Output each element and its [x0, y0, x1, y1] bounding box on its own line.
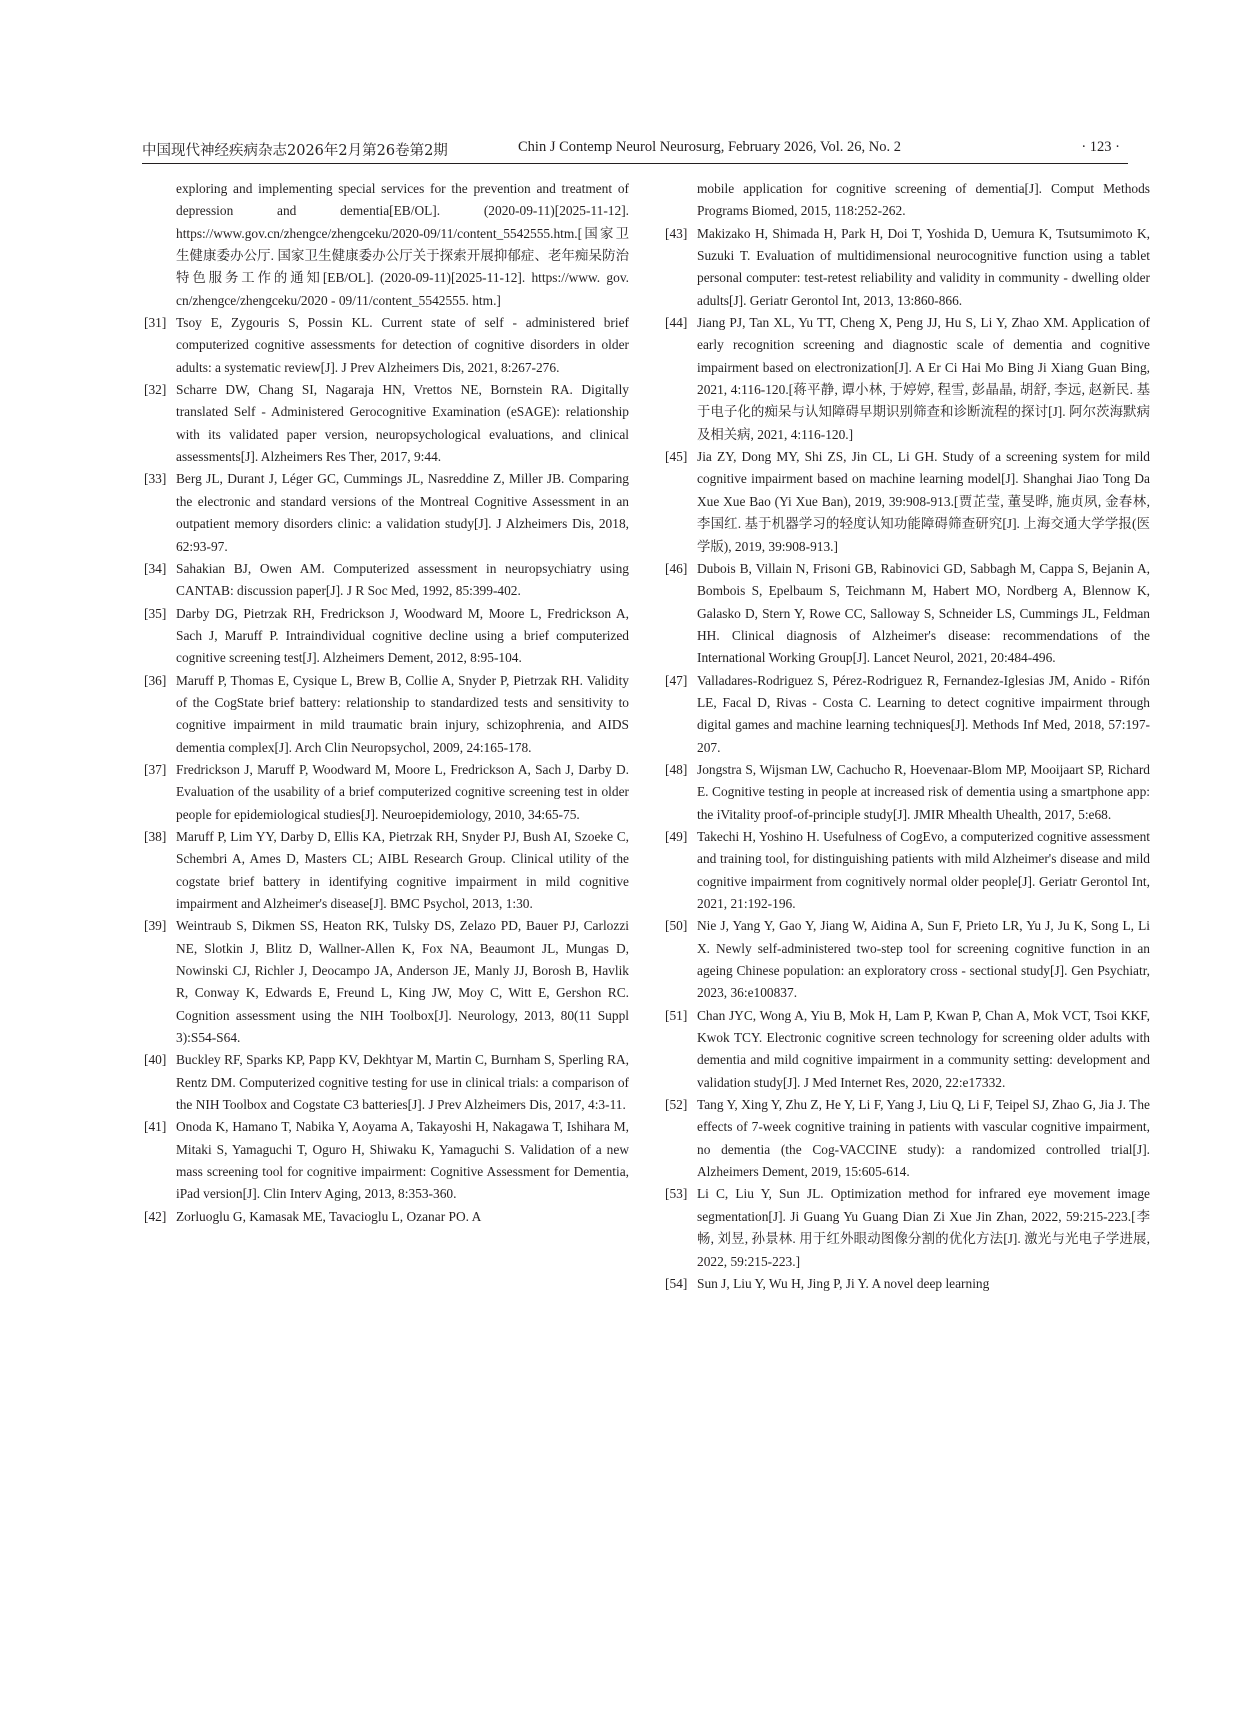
reference-entry: [144, 1206, 629, 1228]
reference-text: Valladares-Rodriguez S, Pérez-Rodriguez R, Fernandez-Iglesias JM, Anido - Rifón LE, Facal D, Rivas - Costa C. Learning to detect cognitive impairment through digital games and machine learning techniques[J]. Methods Inf Med, 2018, 57:197-207.: [697, 672, 1150, 755]
reference-number: [52]: [665, 1097, 688, 1113]
reference-entry: [665, 312, 1150, 446]
reference-text: Maruff P, Thomas E, Cysique L, Brew B, Collie A, Snyder P, Pietrzak RH. Validity of the CogState brief battery: relationship to standardized tests and sensitivity to cognitive impairment in mild traumatic brain injury, schizophrenia, and AIDS dementia complex[J]. Arch Clin Neuropsychol, 2009, 24:165-178.: [176, 672, 629, 755]
reference-number: [43]: [665, 225, 688, 241]
reference-text: Darby DG, Pietrzak RH, Fredrickson J, Woodward M, Moore L, Fredrickson A, Sach J, Maruff P. Intraindividual cognitive decline using a brief computerized cognitive screening test[J]. Alzheimers Dement, 2012, 8:95-104.: [176, 605, 629, 666]
reference-entry: [144, 558, 629, 603]
reference-number: [37]: [144, 761, 167, 777]
reference-text: Takechi H, Yoshino H. Usefulness of CogEvo, a computerized cognitive assessment and training tool, for distinguishing patients with mild Alzheimer's disease and mild cognitive impairment from cognitively normal older people[J]. Geriatr Gerontol Int, 2021, 21:192-196.: [697, 828, 1150, 911]
reference-text: Sun J, Liu Y, Wu H, Jing P, Ji Y. A novel deep learning: [697, 1275, 990, 1291]
reference-text: mobile application for cognitive screening of dementia[J]. Comput Methods Programs Biomed, 2015, 118:252-262.: [697, 181, 1150, 219]
reference-number: [48]: [665, 761, 688, 777]
reference-text: Li C, Liu Y, Sun JL. Optimization method for infrared eye movement image segmentation[J]. Ji Guang Yu Guang Dian Zi Xue Jin Zhan, 2022, 59:215-223.[李畅, 刘昱, 孙景林. 用于红外眼动图像分割的优化方法[J]. 激光与光电子学进展, 2022, 59:215-223.]: [697, 1186, 1150, 1269]
reference-text: Scharre DW, Chang SI, Nagaraja HN, Vrettos NE, Bornstein RA. Digitally translated Self - Administered Gerocognitive Examination (eSAGE): relationship with its validated paper version, neuropsychological evaluations, and clinical assessments[J]. Alzheimers Res Ther, 2017, 9:44.: [176, 382, 629, 465]
reference-text: Berg JL, Durant J, Léger GC, Cummings JL, Nasreddine Z, Miller JB. Comparing the electronic and standard versions of the Montreal Cognitive Assessment in an outpatient memory disorders clinic: a validation study[J]. J Alzheimers Dis, 2018, 62:93-97.: [176, 471, 629, 554]
reference-entry: [144, 468, 629, 557]
reference-number: [31]: [144, 315, 167, 331]
reference-number: [46]: [665, 560, 688, 576]
right-column: [665, 178, 1150, 1295]
reference-entry: [144, 670, 629, 759]
reference-entry: [144, 603, 629, 670]
reference-entry: [665, 826, 1150, 915]
reference-text: Weintraub S, Dikmen SS, Heaton RK, Tulsky DS, Zelazo PD, Bauer PJ, Carlozzi NE, Slotkin J, Blitz D, Wallner-Allen K, Fox NA, Beaumont JL, Mungas D, Nowinski CJ, Richler J, Deocampo JA, Anderson JE, Manly JJ, Borosh B, Havlik R, Conway K, Edwards E, Freund L, King JW, Moy C, Witt E, Gershon RC. Cognition assessment using the NIH Toolbox[J]. Neurology, 2013, 80(11 Suppl 3):S54-S64.: [176, 918, 629, 1046]
reference-entry: [665, 1273, 1150, 1295]
reference-number: [54]: [665, 1275, 688, 1291]
reference-entry: [665, 759, 1150, 826]
reference-number: [49]: [665, 828, 688, 844]
reference-entry: [665, 446, 1150, 558]
reference-text: Onoda K, Hamano T, Nabika Y, Aoyama A, Takayoshi H, Nakagawa T, Ishihara M, Mitaki S, Yamaguchi T, Oguro H, Shiwaku K, Yamaguchi S. Validation of a new mass screening tool for cognitive impairment: Cognitive Assessment for Dementia, iPad version[J]. Clin Interv Aging, 2013, 8:353-360.: [176, 1119, 629, 1202]
reference-text: Jia ZY, Dong MY, Shi ZS, Jin CL, Li GH. Study of a screening system for mild cognitive impairment based on machine learning model[J]. Shanghai Jiao Tong Da Xue Xue Bao (Yi Xue Ban), 2019, 39:908-913.[贾芷莹, 董旻晔, 施贞夙, 金春林, 李国红. 基于机器学习的轻度认知功能障碍筛查研究[J]. 上海交通大学学报(医学版), 2019, 39:908-913.]: [697, 449, 1150, 554]
reference-number: [35]: [144, 605, 167, 621]
reference-text: Jiang PJ, Tan XL, Yu TT, Cheng X, Peng JJ, Hu S, Li Y, Zhao XM. Application of early recognition screening and diagnostic scale of dementia and cognitive impairment based on electronization[J]. A Er Ci Hai Mo Bing Ji Xiang Guan Bing, 2021, 4:116-120.[蒋平静, 谭小林, 于婷婷, 程雪, 彭晶晶, 胡舒, 李远, 赵新民. 基于电子化的痴呆与认知障碍早期识别筛查和诊断流程的探讨[J]. 阿尔茨海默病及相关病, 2021, 4:116-120.]: [697, 315, 1150, 442]
reference-number: [51]: [665, 1007, 688, 1023]
reference-number: [53]: [665, 1186, 688, 1202]
reference-entry: [665, 1005, 1150, 1094]
reference-entry: [144, 178, 629, 312]
reference-text: exploring and implementing special services for the prevention and treatment of depression and dementia[EB/OL]. (2020-09-11)[2025-11-12]. https://www.gov.cn/zhengce/zhengceku/2020-09/11/content_5542555.htm.[国家卫生健康委办公厅. 国家卫生健康委办公厅关于探索开展抑郁症、老年痴呆防治特色服务工作的通知[EB/OL]. (2020-09-11)[2025-11-12]. https://www. gov. cn/zhengce/zhengceku/2020 - 09/11/content_5542555. htm.]: [176, 181, 629, 308]
left-column: [144, 178, 629, 1228]
reference-entry: [144, 1116, 629, 1205]
reference-number: [41]: [144, 1119, 167, 1135]
reference-entry: [665, 1094, 1150, 1183]
reference-text: Makizako H, Shimada H, Park H, Doi T, Yoshida D, Uemura K, Tsutsumimoto K, Suzuki T. Evaluation of multidimensional neurocognitive function using a tablet personal computer: test-retest reliability and validity in community - dwelling older adults[J]. Geriatr Gerontol Int, 2013, 13:860-866.: [697, 225, 1150, 308]
reference-entry: [144, 312, 629, 379]
page-number: · 123 ·: [1081, 139, 1120, 155]
reference-number: [32]: [144, 382, 167, 398]
reference-number: [36]: [144, 672, 167, 688]
reference-text: Fredrickson J, Maruff P, Woodward M, Moore L, Fredrickson A, Sach J, Darby D. Evaluation of the usability of a brief computerized cognitive screening test in older people for epidemiological studies[J]. Neuroepidemiology, 2010, 34:65-75.: [176, 761, 629, 822]
reference-number: [42]: [144, 1208, 167, 1224]
reference-number: [38]: [144, 828, 167, 844]
reference-number: [45]: [665, 449, 688, 465]
reference-entry: [665, 558, 1150, 670]
reference-entry: [665, 178, 1150, 223]
reference-text: Tsoy E, Zygouris S, Possin KL. Current state of self - administered brief computerized cognitive assessments for detection of cognitive disorders in older adults: a systematic review[J]. J Prev Alzheimers Dis, 2021, 8:267-276.: [176, 315, 629, 375]
reference-text: Jongstra S, Wijsman LW, Cachucho R, Hoevenaar-Blom MP, Mooijaart SP, Richard E. Cognitive testing in people at increased risk of dementia using a smartphone app: the iVitality proof-of-principle study[J]. JMIR Mhealth Uhealth, 2017, 5:e68.: [697, 761, 1150, 822]
journal-title-cn: 中国现代神经疾病杂志2026年2月第26卷第2期: [142, 143, 448, 159]
reference-number: [47]: [665, 672, 688, 688]
reference-text: Chan JYC, Wong A, Yiu B, Mok H, Lam P, Kwan P, Chan A, Mok VCT, Tsoi KKF, Kwok TCY. Electronic cognitive screen technology for screening older adults with dementia and mild cognitive impairment in a community setting: development and validation study[J]. J Med Internet Res, 2020, 22:e17332.: [697, 1007, 1150, 1090]
reference-number: [44]: [665, 315, 688, 331]
reference-entry: [665, 670, 1150, 759]
reference-entry: [144, 379, 629, 468]
running-header: [142, 137, 1128, 164]
reference-number: [34]: [144, 560, 167, 576]
reference-text: Buckley RF, Sparks KP, Papp KV, Dekhtyar M, Martin C, Burnham S, Sperling RA, Rentz DM. Computerized cognitive testing for use in clinical trials: a comparison of the NIH Toolbox and Cogstate C3 batteries[J]. J Prev Alzheimers Dis, 2017, 4:3-11.: [176, 1052, 629, 1113]
reference-number: [33]: [144, 471, 167, 487]
reference-number: [39]: [144, 918, 167, 934]
reference-text: Zorluoglu G, Kamasak ME, Tavacioglu L, Ozanar PO. A: [176, 1208, 482, 1224]
reference-text: Sahakian BJ, Owen AM. Computerized assessment in neuropsychiatry using CANTAB: discussion paper[J]. J R Soc Med, 1992, 85:399-402.: [176, 560, 629, 599]
reference-entry: [665, 1183, 1150, 1272]
reference-entry: [665, 223, 1150, 312]
reference-entry: [144, 1049, 629, 1116]
journal-title-en: Chin J Contemp Neurol Neurosurg, February 2026, Vol. 26, No. 2: [518, 139, 902, 155]
reference-entry: [144, 915, 629, 1049]
reference-text: Tang Y, Xing Y, Zhu Z, He Y, Li F, Yang J, Liu Q, Li F, Teipel SJ, Zhao G, Jia J. The effects of 7-week cognitive training in patients with vascular cognitive impairment, no dementia (the Cog-VACCINE study): a randomized controlled trial[J]. Alzheimers Dement, 2019, 15:605-614.: [697, 1097, 1150, 1180]
reference-entry: [144, 759, 629, 826]
reference-entry: [665, 915, 1150, 1004]
reference-entry: [144, 826, 629, 915]
reference-number: [50]: [665, 918, 688, 934]
reference-text: Dubois B, Villain N, Frisoni GB, Rabinovici GD, Sabbagh M, Cappa S, Bejanin A, Bombois S, Epelbaum S, Teichmann M, Habert MO, Nordberg A, Blennow K, Galasko D, Stern Y, Rowe CC, Salloway S, Schneider LS, Cummings JL, Feldman HH. Clinical diagnosis of Alzheimer's disease: recommendations of the International Working Group[J]. Lancet Neurol, 2021, 20:484-496.: [697, 560, 1150, 666]
reference-text: Maruff P, Lim YY, Darby D, Ellis KA, Pietrzak RH, Snyder PJ, Bush AI, Szoeke C, Schembri A, Ames D, Masters CL; AIBL Research Group. Clinical utility of the cogstate brief battery in identifying cognitive impairment in mild cognitive impairment and Alzheimer's disease[J]. BMC Psychol, 2013, 1:30.: [176, 828, 629, 911]
reference-text: Nie J, Yang Y, Gao Y, Jiang W, Aidina A, Sun F, Prieto LR, Yu J, Ju K, Song L, Li X. Newly self-administered two-step tool for screening cognitive function in an ageing Chinese population: an exploratory cross - sectional study[J]. Gen Psychiatr, 2023, 36:e100837.: [697, 918, 1150, 1001]
reference-number: [40]: [144, 1052, 167, 1068]
